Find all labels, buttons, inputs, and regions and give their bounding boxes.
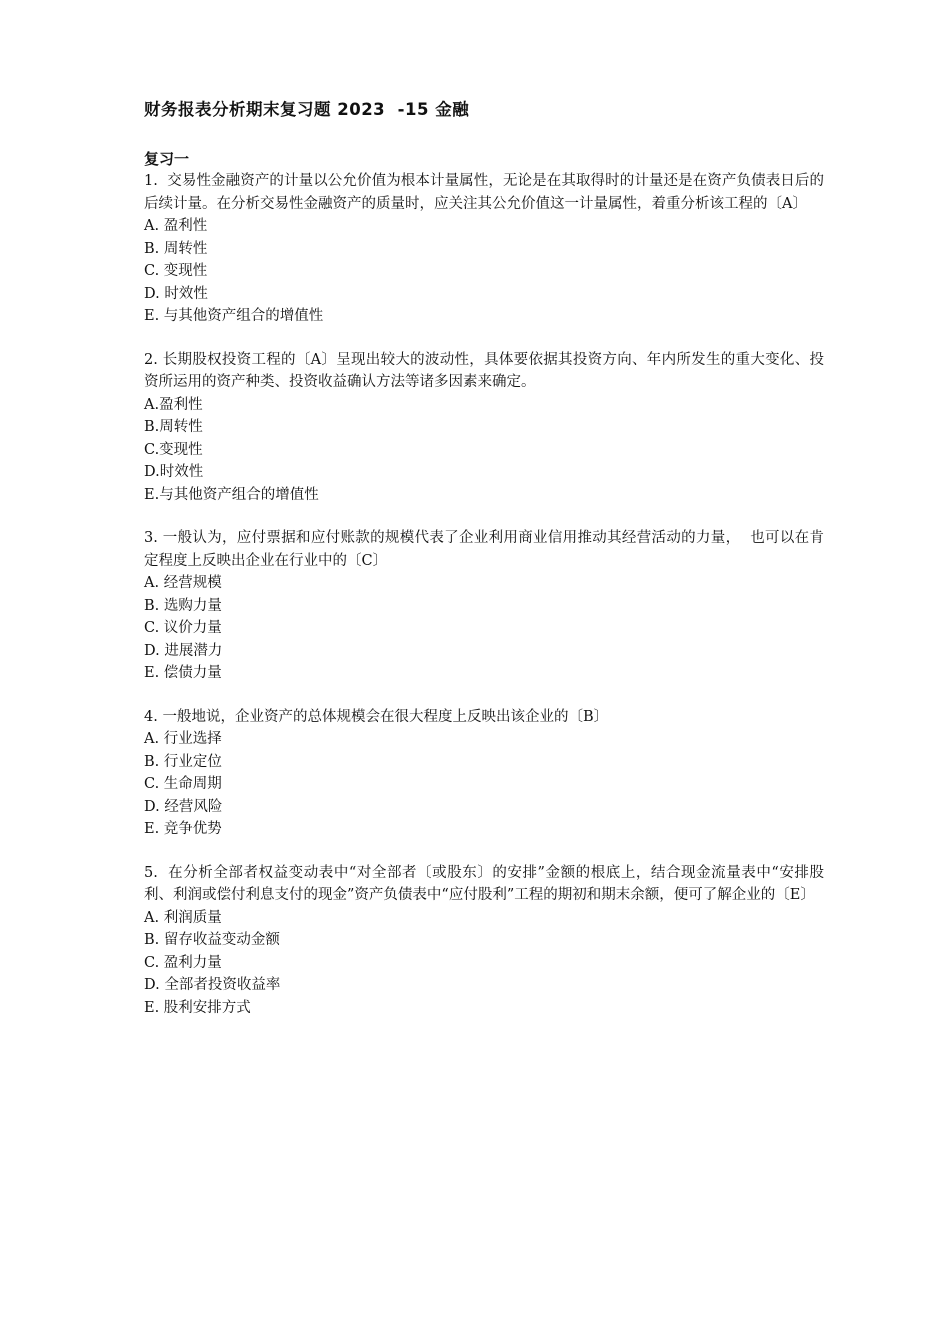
question-3 [144,527,824,685]
option-b: B. 行业定位 [144,753,222,770]
question-text: 5. 在分析全部者权益变动表中“对全部者〔或股东〕的安排”金额的根底上，结合现金流量表中“安排股利、利润或偿付利息支付的现金”资产负债表中“应付股利”工程的期初和期末余额，便可了解企业的〔E〕 [144,864,824,903]
option-a: A. 盈利性 [144,218,208,234]
option-e: E.与其他资产组合的增值性 [144,486,319,503]
question-2 [144,349,824,507]
question-text: 2. 长期股权投资工程的〔A〕呈现出较大的波动性，具体要依据其投资方向、年内所发生的重大变化、投资所运用的资产种类、投资收益确认方法等诸多因素来确定。 [144,351,824,390]
option-c: C. 盈利力量 [144,954,222,971]
option-e: E. 偿债力量 [144,665,222,681]
question-text: 1. 交易性金融资产的计量以公允价值为根本计量属性，无论是在其取得时的计量还是在资产负债表日后的后续计量。在分析交易性金融资产的质量时，应关注其公允价值这一计量属性，着重分析该工程的〔A〕 [144,173,824,212]
option-c: C. 生命周期 [144,776,222,792]
option-b: B. 留存收益变动金额 [144,932,280,948]
document-title: 财务报表分析期末复习题 2023 -15 金融 [144,100,470,119]
document-page [144,98,824,1040]
question-4 [144,706,824,841]
option-c: C. 议价力量 [144,620,222,636]
option-b: B.周转性 [144,419,203,435]
question-1 [144,170,824,328]
option-d: D. 时效性 [144,285,208,302]
question-text: 3. 一般认为，应付票据和应付账款的规模代表了企业利用商业信用推动其经营活动的力量， 也可以在肯定程度上反映出企业在行业中的〔C〕 [144,530,824,569]
option-a: A. 利润质量 [144,909,222,926]
option-e: E. 竞争优势 [144,821,222,837]
option-e: E. 与其他资产组合的增值性 [144,308,324,324]
section-heading: 复习一 [144,150,190,168]
option-a: A. 经营规模 [144,575,222,591]
option-b: B. 选购力量 [144,597,222,614]
option-a: A. 行业选择 [144,731,222,747]
option-b: B. 周转性 [144,240,208,257]
option-a: A.盈利性 [144,396,203,413]
question-text: 4. 一般地说，企业资产的总体规模会在很大程度上反映出该企业的〔B〕 [144,708,609,725]
option-d: D. 全部者投资收益率 [144,977,281,993]
option-d: D. 进展潜力 [144,642,223,659]
question-5 [144,862,824,1020]
option-e: E. 股利安排方式 [144,999,251,1016]
option-d: D.时效性 [144,464,204,480]
option-d: D. 经营风险 [144,798,223,815]
option-c: C. 变现性 [144,263,208,279]
option-c: C.变现性 [144,441,203,458]
